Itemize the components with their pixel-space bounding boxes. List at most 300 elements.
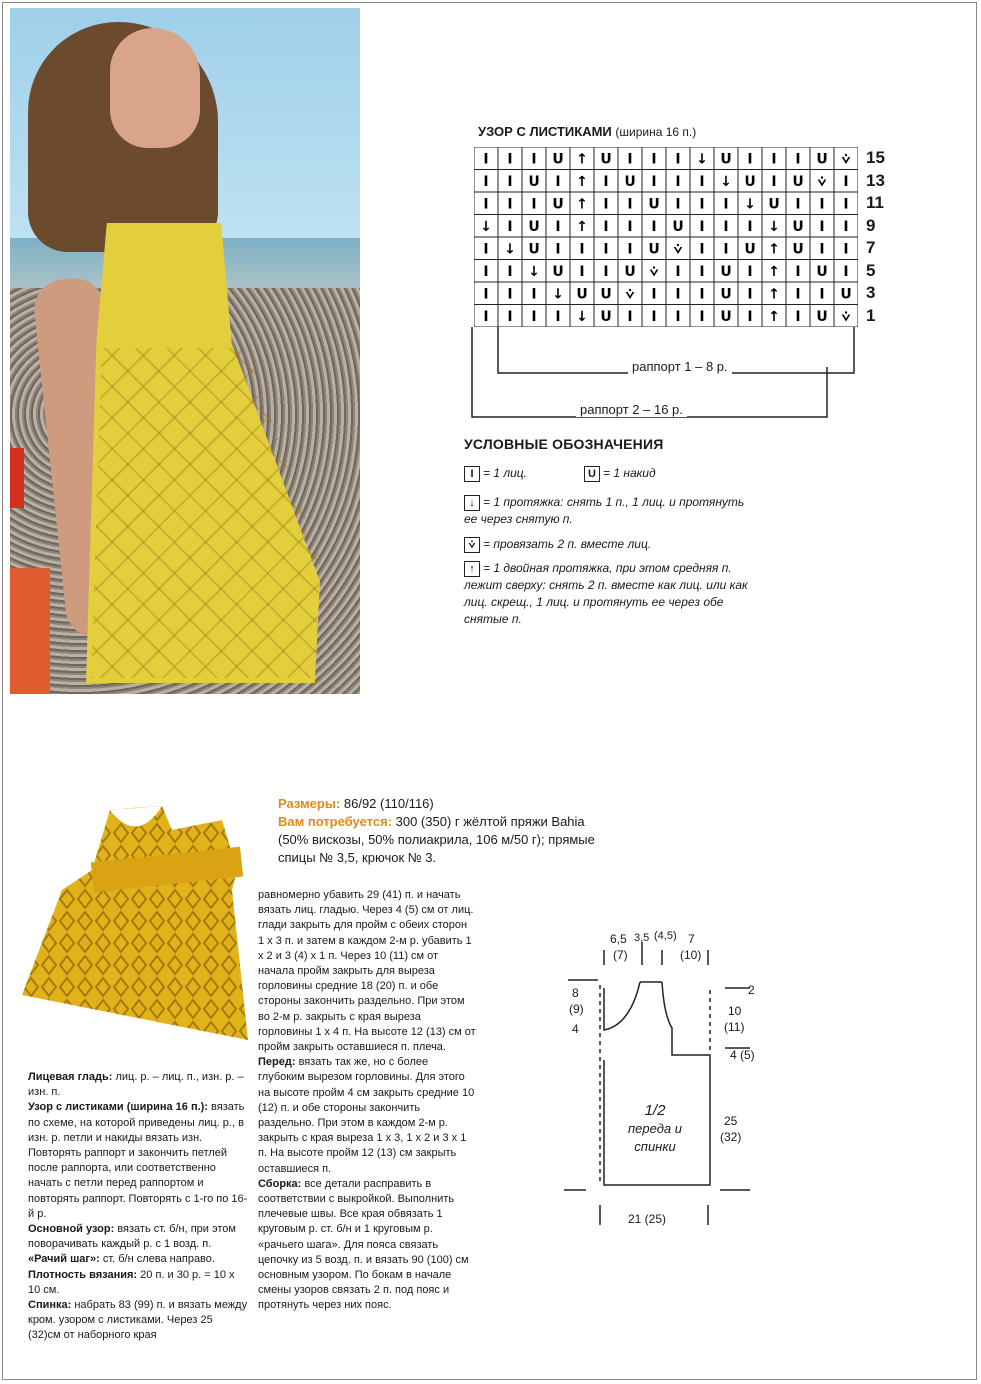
- svg-text:I: I: [603, 218, 609, 235]
- svg-text:↓: ↓: [480, 218, 492, 235]
- chart-cell: [474, 147, 498, 170]
- chart-cell: [714, 305, 738, 328]
- chart-cell: [690, 305, 714, 328]
- svg-text:I: I: [747, 286, 753, 303]
- svg-text:U: U: [528, 218, 540, 235]
- dim-right-7: (32): [720, 1130, 742, 1144]
- svg-text:I: I: [747, 218, 753, 235]
- svg-text:U: U: [528, 241, 540, 258]
- svg-text:U: U: [624, 173, 636, 190]
- chart-cell: [666, 215, 690, 238]
- chart-cell: [618, 170, 642, 193]
- svg-text:↑: ↑: [768, 286, 780, 303]
- svg-text:I: I: [507, 218, 513, 235]
- svg-text:↑: ↑: [576, 173, 588, 190]
- materials: Размеры: 86/92 (110/116) Вам потребуется: 300 (350) г жёлтой пряжи Bahia (50% вискозы, 50% полиакрила, 106 м/50 г); прямые спицы № 3,5, крючок № 3.: [278, 796, 595, 865]
- pattern-schema: [560, 920, 790, 1230]
- dim-top-4: 7: [688, 932, 695, 946]
- legend-title: УСЛОВНЫЕ ОБОЗНАЧЕНИЯ: [464, 436, 664, 452]
- row-number: 13: [866, 170, 885, 190]
- svg-text:I: I: [843, 263, 849, 280]
- chart-cell: [570, 192, 594, 215]
- row-number: 5: [866, 260, 876, 280]
- chart-cell: [642, 170, 666, 193]
- chart-cell: [666, 170, 690, 193]
- svg-text:I: I: [675, 196, 681, 213]
- svg-text:I: I: [651, 308, 657, 325]
- svg-text:I: I: [627, 196, 633, 213]
- svg-text:↓: ↓: [696, 151, 708, 168]
- dim-right-5: (5): [740, 1048, 755, 1062]
- chart-cell: [810, 305, 834, 328]
- paragraph: Лицевая гладь: лиц. р. – лиц. п., изн. р. – изн. п.: [28, 1071, 244, 1099]
- svg-text:⩒: ⩒: [841, 308, 851, 325]
- svg-text:↓: ↓: [576, 308, 588, 325]
- svg-text:U: U: [720, 308, 732, 325]
- dim-top2-2: (10): [680, 948, 702, 962]
- chart-cell: [690, 215, 714, 238]
- svg-text:I: I: [555, 173, 561, 190]
- chart-cell: [786, 282, 810, 305]
- chart-cell: [738, 237, 762, 260]
- chart-cell: [714, 170, 738, 193]
- svg-text:I: I: [603, 263, 609, 280]
- chart-cell: [714, 147, 738, 170]
- svg-text:I: I: [795, 308, 801, 325]
- chart-cell: [618, 237, 642, 260]
- chart-cell: [618, 215, 642, 238]
- chart-cell: [834, 192, 858, 215]
- svg-text:I: I: [483, 308, 489, 325]
- chart-cell: [738, 282, 762, 305]
- chart-cell: [594, 305, 618, 328]
- chart-cell: [474, 192, 498, 215]
- rapport-big: раппорт 2 – 16 р.: [576, 402, 687, 417]
- chart-cell: [618, 305, 642, 328]
- svg-text:I: I: [531, 196, 537, 213]
- svg-text:I: I: [843, 241, 849, 258]
- svg-text:U: U: [552, 263, 564, 280]
- chart-cell: [714, 237, 738, 260]
- svg-text:I: I: [507, 308, 513, 325]
- chart-cell: [810, 282, 834, 305]
- chart-cell: [522, 192, 546, 215]
- dim-right-6: 25: [724, 1114, 738, 1128]
- svg-text:U: U: [792, 241, 804, 258]
- svg-text:I: I: [819, 241, 825, 258]
- chart-cell: [786, 305, 810, 328]
- dim-right-4: 4: [730, 1048, 737, 1062]
- paragraph: Сборка: все детали расправить в соответствии с выкройкой. Выполнить плечевые швы. Все края обвязать 1 круговым р. ст. б/н и 1 круговым р. «рачьего шага». Для пояса связать цепочку из 5 возд. п. и вязать 90 (100) см основным узором. По бокам в начале смены узоров связать 2 п. под пояс и протянуть через них пояс.: [258, 1177, 469, 1312]
- svg-text:↑: ↑: [576, 196, 588, 213]
- svg-text:I: I: [699, 308, 705, 325]
- chart-cell: [522, 305, 546, 328]
- dim-right-3: (11): [724, 1020, 745, 1034]
- chart-cell: [666, 237, 690, 260]
- chart-cell: [642, 260, 666, 283]
- svg-text:↑: ↑: [768, 241, 780, 258]
- svg-text:I: I: [699, 241, 705, 258]
- legend-yo: U = 1 накид: [584, 465, 656, 482]
- chart-title: УЗОР С ЛИСТИКАМИ (ширина 16 п.): [478, 124, 697, 139]
- chart-cell: [762, 170, 786, 193]
- svg-text:U: U: [576, 286, 588, 303]
- row-number: 7: [866, 238, 876, 257]
- svg-text:I: I: [795, 196, 801, 213]
- knitting-chart: [474, 147, 858, 327]
- svg-text:↑: ↑: [576, 151, 588, 168]
- chart-cell: [570, 260, 594, 283]
- svg-text:I: I: [579, 241, 585, 258]
- chart-cell: [522, 237, 546, 260]
- chart-cell: [498, 260, 522, 283]
- chart-cell: [474, 260, 498, 283]
- svg-text:I: I: [747, 151, 753, 168]
- chart-cell: [522, 215, 546, 238]
- svg-text:I: I: [771, 173, 777, 190]
- chart-cell: [570, 237, 594, 260]
- chart-cell: [546, 237, 570, 260]
- svg-text:U: U: [648, 196, 660, 213]
- dim-right-1: 2: [748, 983, 755, 997]
- svg-text:I: I: [507, 263, 513, 280]
- svg-text:I: I: [483, 151, 489, 168]
- chart-cell: [594, 170, 618, 193]
- chart-cell: [474, 215, 498, 238]
- yo-icon: U: [584, 466, 600, 482]
- svg-text:I: I: [483, 196, 489, 213]
- svg-text:I: I: [795, 263, 801, 280]
- svg-text:⩒: ⩒: [673, 241, 683, 258]
- svg-text:↓: ↓: [504, 241, 516, 258]
- svg-text:I: I: [699, 263, 705, 280]
- chart-cell: [714, 260, 738, 283]
- paragraph: «Рачий шаг»: ст. б/н слева направо.: [28, 1253, 215, 1266]
- chart-cell: [666, 282, 690, 305]
- chart-cell: [666, 305, 690, 328]
- svg-text:I: I: [651, 151, 657, 168]
- svg-text:I: I: [747, 263, 753, 280]
- chart-cell: [522, 260, 546, 283]
- chart-cell: [498, 170, 522, 193]
- chart-cell: [762, 305, 786, 328]
- chart-cell: [522, 170, 546, 193]
- legend-psso: ↓ = 1 протяжка: снять 1 п., 1 лиц. и протянуть ее через снятую п.: [464, 495, 745, 526]
- svg-text:I: I: [675, 308, 681, 325]
- chart-cell: [762, 282, 786, 305]
- knit-icon: I: [464, 466, 480, 482]
- chart-cell: [786, 237, 810, 260]
- svg-text:I: I: [531, 151, 537, 168]
- svg-text:I: I: [627, 308, 633, 325]
- svg-text:U: U: [720, 263, 732, 280]
- chart-cell: [618, 192, 642, 215]
- chart-cell: [786, 192, 810, 215]
- chart-cell: [738, 305, 762, 328]
- svg-text:I: I: [819, 286, 825, 303]
- svg-text:I: I: [603, 241, 609, 258]
- svg-text:I: I: [747, 308, 753, 325]
- svg-text:I: I: [507, 286, 513, 303]
- svg-text:U: U: [600, 308, 612, 325]
- svg-text:I: I: [699, 286, 705, 303]
- k2tog-icon: ⩒: [464, 537, 480, 553]
- chart-cell: [690, 282, 714, 305]
- chart-cell: [810, 260, 834, 283]
- chart-cell: [522, 147, 546, 170]
- row-number: 1: [866, 305, 876, 325]
- svg-text:I: I: [675, 263, 681, 280]
- chart-cell: [498, 192, 522, 215]
- svg-text:U: U: [816, 151, 828, 168]
- chart-cell: [546, 192, 570, 215]
- chart-cell: [474, 282, 498, 305]
- svg-text:↓: ↓: [552, 286, 564, 303]
- chart-cell: [546, 305, 570, 328]
- chart-cell: [762, 260, 786, 283]
- chart-cell: [474, 305, 498, 328]
- svg-text:I: I: [723, 196, 729, 213]
- paragraph: равномерно убавить 29 (41) п. и начать вязать лиц. гладью. Через 4 (5) см от лиц. глади закрыть для пройм с обеих сторон 1 х 3 п. и затем в каждом 2-м р. убавить 1 х 2 и 3 (4) х 1 п. Через 10 (11) см от начала пройм закрыть для выреза горловины средние 18 (20) п. и обе стороны закончить раздельно. При этом во 2-м р. закрыть с края выреза горловины 1 х 4 п. На высоте 12 (13) см от пройм закрыть оставшиеся п. плеча.: [258, 889, 476, 1054]
- svg-text:U: U: [672, 218, 684, 235]
- svg-text:I: I: [675, 286, 681, 303]
- svg-text:U: U: [552, 151, 564, 168]
- svg-text:I: I: [819, 218, 825, 235]
- svg-text:U: U: [792, 218, 804, 235]
- svg-text:I: I: [507, 173, 513, 190]
- dim-left-1: 8: [572, 986, 579, 1000]
- paragraph: Перед: вязать так же, но с более глубоким вырезом горловины. Для этого на высоте пройм 4 см закрыть средние 10 (12) п. и обе стороны закончить раздельно. При этом в каждом 2-м р. закрыть с края выреза 1 х 3, 1 х 2 и 3 х 1 п. На высоте пройм 12 (13) см закрыть оставшиеся п.: [258, 1056, 475, 1175]
- row-number: 3: [866, 283, 876, 302]
- chart-cell: [570, 215, 594, 238]
- svg-text:I: I: [723, 218, 729, 235]
- chart-cell: [714, 282, 738, 305]
- chart-cell: [690, 147, 714, 170]
- svg-text:I: I: [651, 173, 657, 190]
- chart-cell: [738, 215, 762, 238]
- chart-cell: [546, 147, 570, 170]
- svg-text:U: U: [600, 286, 612, 303]
- chart-cell: [594, 215, 618, 238]
- svg-text:U: U: [600, 151, 612, 168]
- chart-cell: [762, 192, 786, 215]
- dim-top-1: 6,5: [610, 932, 627, 946]
- row-number: 11: [866, 193, 884, 212]
- chart-cell: [666, 260, 690, 283]
- chart-cell: [618, 260, 642, 283]
- chart-cell: [738, 170, 762, 193]
- paragraph: Спинка: набрать 83 (99) п. и вязать между кром. узором с листиками. Через 25 (32)см от наборного края: [28, 1299, 248, 1342]
- chart-cell: [714, 192, 738, 215]
- chart-cell: [786, 215, 810, 238]
- chart-cell: [834, 305, 858, 328]
- chart-cell: [546, 215, 570, 238]
- chart-cell: [690, 260, 714, 283]
- svg-text:I: I: [819, 196, 825, 213]
- chart-cell: [834, 215, 858, 238]
- schema-center-label: 1/2 переда и спинки: [628, 1102, 682, 1154]
- paragraph: Плотность вязания: 20 п. и 30 р. = 10 х 10 см.: [28, 1268, 235, 1296]
- chart-cell: [474, 170, 498, 193]
- chart-cell: [570, 282, 594, 305]
- chart-cell: [714, 215, 738, 238]
- row-number: 9: [866, 215, 876, 235]
- svg-text:U: U: [816, 308, 828, 325]
- svg-text:I: I: [675, 151, 681, 168]
- paragraph: Основной узор: вязать ст. б/н, при этом поворачивать каждый р. с 1 возд. п.: [28, 1223, 236, 1251]
- chart-cell: [498, 282, 522, 305]
- svg-text:I: I: [555, 218, 561, 235]
- svg-text:I: I: [555, 308, 561, 325]
- chart-cell: [762, 215, 786, 238]
- svg-text:I: I: [843, 173, 849, 190]
- chart-cell: [642, 215, 666, 238]
- svg-text:I: I: [795, 286, 801, 303]
- chart-cell: [594, 260, 618, 283]
- svg-text:I: I: [531, 308, 537, 325]
- chart-cell: [642, 237, 666, 260]
- svg-text:I: I: [627, 218, 633, 235]
- chart-cell: [498, 147, 522, 170]
- dim-top-2: 3,5: [634, 932, 650, 944]
- dim-bottom: 21 (25): [628, 1212, 667, 1226]
- legend-double: ↑ = 1 двойная протяжка, при этом средняя п. лежит сверху: снять 2 п. вместе как лиц. или как лиц. скрещ., 1 лиц. и протянуть ее через обе снятые п.: [464, 561, 748, 626]
- svg-text:I: I: [483, 241, 489, 258]
- svg-text:U: U: [720, 151, 732, 168]
- chart-cell: [690, 192, 714, 215]
- svg-text:I: I: [627, 151, 633, 168]
- svg-text:I: I: [699, 173, 705, 190]
- chart-cell: [546, 260, 570, 283]
- svg-text:I: I: [795, 151, 801, 168]
- dim-right-2: 10: [728, 1004, 742, 1018]
- svg-text:I: I: [675, 173, 681, 190]
- flat-dress-photo: [22, 800, 248, 1050]
- chart-cell: [642, 282, 666, 305]
- chart-cell: [570, 170, 594, 193]
- svg-text:↑: ↑: [768, 308, 780, 325]
- chart-cell: [498, 305, 522, 328]
- chart-cell: [594, 282, 618, 305]
- chart-cell: [594, 192, 618, 215]
- chart-cell: [546, 282, 570, 305]
- svg-text:I: I: [843, 218, 849, 235]
- arrow-up-icon: ↑: [464, 561, 480, 577]
- chart-cell: [522, 282, 546, 305]
- svg-text:I: I: [603, 173, 609, 190]
- dim-top-3: (4,5): [654, 930, 677, 942]
- svg-text:U: U: [720, 286, 732, 303]
- svg-text:I: I: [627, 241, 633, 258]
- svg-text:↓: ↓: [528, 263, 540, 280]
- svg-text:I: I: [579, 263, 585, 280]
- chart-cell: [834, 260, 858, 283]
- svg-text:I: I: [483, 286, 489, 303]
- chart-cell: [762, 237, 786, 260]
- chart-cell: [594, 147, 618, 170]
- chart-cell: [738, 192, 762, 215]
- svg-text:I: I: [699, 218, 705, 235]
- chart-cell: [810, 192, 834, 215]
- chart-cell: [834, 237, 858, 260]
- instructions-col1: [28, 1070, 248, 1344]
- chart-cell: [594, 237, 618, 260]
- chart-cell: [618, 282, 642, 305]
- svg-text:I: I: [531, 286, 537, 303]
- chart-cell: [738, 260, 762, 283]
- chart-cell: [810, 170, 834, 193]
- svg-text:U: U: [840, 286, 852, 303]
- chart-cell: [762, 147, 786, 170]
- chart-cell: [834, 147, 858, 170]
- dim-left-2: (9): [569, 1002, 584, 1016]
- svg-text:⩒: ⩒: [817, 173, 827, 190]
- chart-cell: [642, 147, 666, 170]
- legend-knit: I = 1 лиц.: [464, 465, 527, 482]
- svg-text:I: I: [651, 286, 657, 303]
- svg-text:↓: ↓: [720, 173, 732, 190]
- chart-cell: [642, 305, 666, 328]
- svg-text:I: I: [507, 196, 513, 213]
- row-number: 15: [866, 148, 885, 167]
- chart-cell: [570, 305, 594, 328]
- svg-text:U: U: [768, 196, 780, 213]
- legend-k2tog: ⩒ = провязать 2 п. вместе лиц.: [464, 536, 651, 553]
- svg-text:U: U: [744, 241, 756, 258]
- chart-cell: [666, 147, 690, 170]
- svg-text:U: U: [624, 263, 636, 280]
- chart-cell: [834, 282, 858, 305]
- svg-text:I: I: [483, 263, 489, 280]
- chart-cell: [474, 237, 498, 260]
- chart-cell: [642, 192, 666, 215]
- chart-cell: [810, 237, 834, 260]
- girl-photo: [10, 8, 360, 694]
- svg-text:↓: ↓: [744, 196, 756, 213]
- chart-cell: [546, 170, 570, 193]
- chart-cell: [666, 192, 690, 215]
- svg-text:I: I: [507, 151, 513, 168]
- instructions-col2: [258, 888, 476, 1314]
- svg-text:↑: ↑: [768, 263, 780, 280]
- arrow-down-icon: ↓: [464, 495, 480, 511]
- chart-cell: [570, 147, 594, 170]
- chart-cell: [738, 147, 762, 170]
- chart-cell: [810, 215, 834, 238]
- svg-text:⩒: ⩒: [625, 286, 635, 303]
- chart-cell: [810, 147, 834, 170]
- svg-text:I: I: [555, 241, 561, 258]
- svg-text:I: I: [843, 196, 849, 213]
- svg-text:I: I: [699, 196, 705, 213]
- chart-cell: [498, 237, 522, 260]
- paragraph: Узор с листиками (ширина 16 п.): вязать по схеме, на которой приведены лиц. р., в изн. р. петли и накиды вязать изн. Повторять раппорт и закончить петлей после раппорта, или соответственно начать с петли перед раппортом и повторять раппорт. Повторять с 1-го по 16-й р.: [28, 1101, 248, 1220]
- svg-text:U: U: [744, 173, 756, 190]
- dim-top2-1: (7): [613, 948, 628, 962]
- svg-text:U: U: [528, 173, 540, 190]
- rapport-small: раппорт 1 – 8 р.: [628, 359, 732, 374]
- chart-cell: [618, 147, 642, 170]
- svg-text:⩒: ⩒: [841, 151, 851, 168]
- dim-left-3: 4: [572, 1022, 579, 1036]
- chart-cell: [690, 237, 714, 260]
- svg-text:↑: ↑: [576, 218, 588, 235]
- svg-text:I: I: [651, 218, 657, 235]
- svg-text:I: I: [603, 196, 609, 213]
- chart-cell: [690, 170, 714, 193]
- chart-cell: [786, 170, 810, 193]
- svg-text:U: U: [816, 263, 828, 280]
